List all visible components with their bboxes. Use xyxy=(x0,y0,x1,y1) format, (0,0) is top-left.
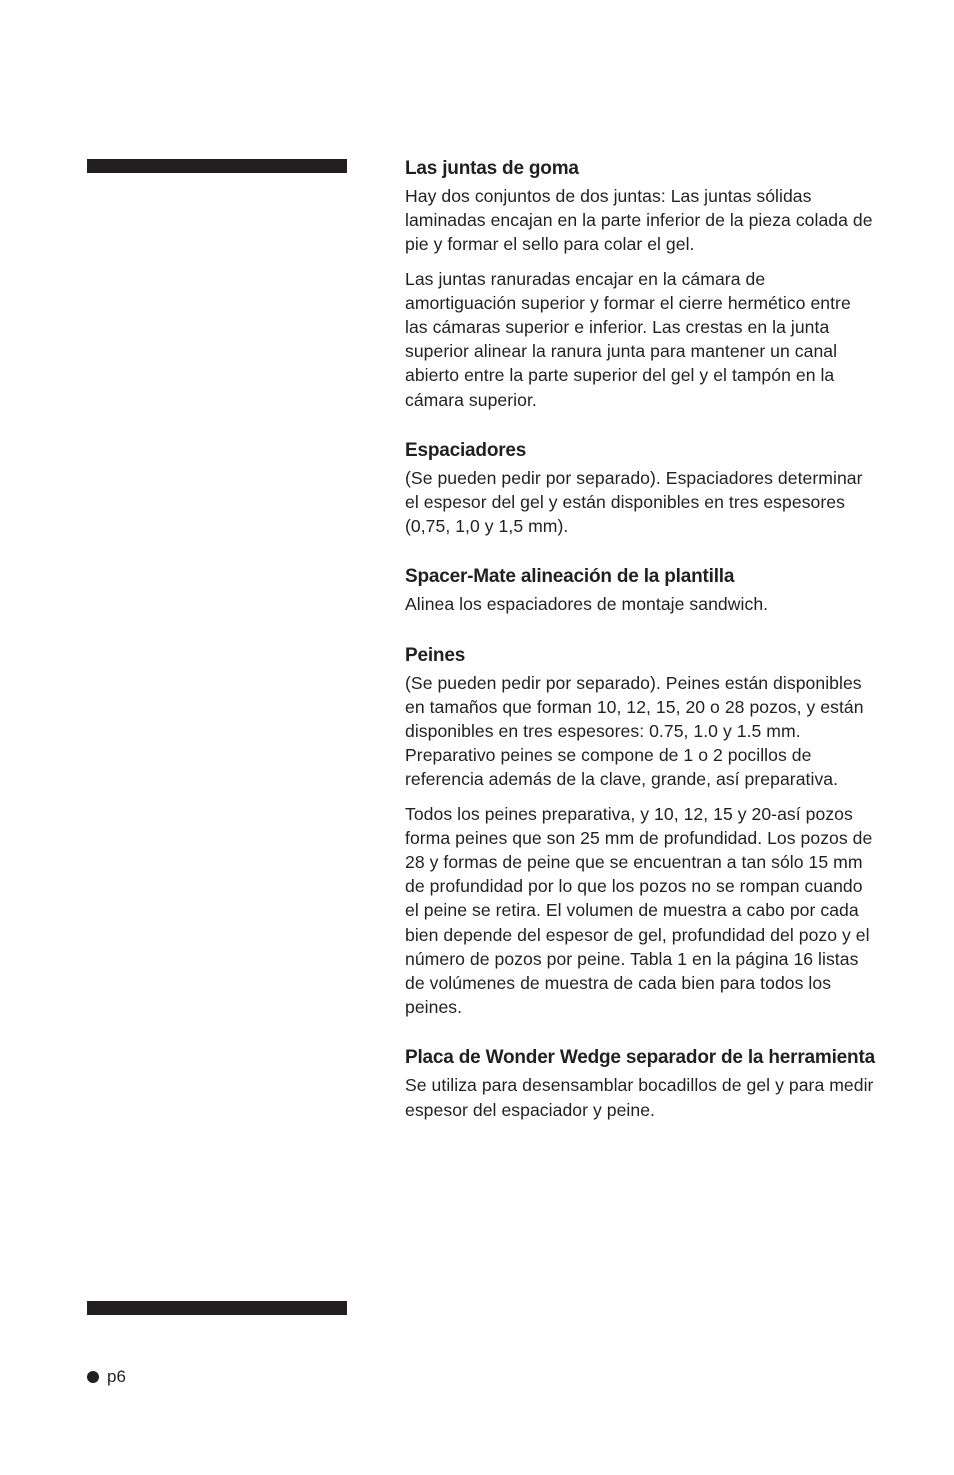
page-footer xyxy=(87,1366,126,1388)
bullet-icon xyxy=(87,1371,99,1383)
section-heading: Spacer-Mate alineación de la plantilla xyxy=(405,566,735,588)
section-heading: Placa de Wonder Wedge separador de la herramienta xyxy=(405,1047,875,1069)
top-divider-bar xyxy=(87,159,347,173)
section-heading: Espaciadores xyxy=(405,439,527,461)
page-number: p6 xyxy=(107,1367,126,1386)
main-content xyxy=(405,154,875,1146)
bottom-divider-bar xyxy=(87,1301,347,1315)
section-paragraph: (Se pueden pedir por separado). Espaciadores determinar el espesor del gel y están disponibles en tres espesores (0,75, 1,0 y 1,5 mm). xyxy=(405,467,863,537)
section-spacer-mate xyxy=(405,562,875,616)
section-juntas xyxy=(405,154,875,412)
section-paragraph: Las juntas ranuradas encajar en la cámara de amortiguación superior y formar el cierre hermético entre las cámaras superior e inferior. Las crestas en la junta superior alinear la ranura junta para mantener un canal abierto entre la parte superior del gel y el tampón en la cámara superior. xyxy=(405,268,851,410)
section-paragraph: Alinea los espaciadores de montaje sandwich. xyxy=(405,594,769,615)
section-paragraph: (Se pueden pedir por separado). Peines están disponibles en tamaños que forman 10, 12, 15, 20 o 28 pozos, y están disponibles en tres espesores: 0.75, 1.0 y 1.5 mm. Preparativo peines se compone de 1 o 2 pocillos de referencia además de la clave, grande, así preparativa. xyxy=(405,672,864,790)
section-paragraph: Todos los peines preparativa, y 10, 12, 15 y 20-así pozos forma peines que son 25 mm de profundidad. Los pozos de 28 y formas de peine que se encuentran a tan sólo 15 mm de profundidad por lo que los pozos no se rompan cuando el peine se retira. El volumen de muestra a cabo por cada bien depende del espesor de gel, profundidad del pozo y el número de pozos por peine. Tabla 1 en la página 16 listas de volúmenes de muestra de cada bien para todos los peines. xyxy=(405,803,873,1018)
section-heading: Peines xyxy=(405,644,466,666)
section-peines xyxy=(405,641,875,1020)
section-espaciadores xyxy=(405,436,875,539)
section-paragraph: Se utiliza para desensamblar bocadillos de gel y para medir espesor del espaciador y peine. xyxy=(405,1075,874,1120)
section-heading: Las juntas de goma xyxy=(405,158,579,179)
section-paragraph: Hay dos conjuntos de dos juntas: Las juntas sólidas laminadas encajan en la parte inferior de la pieza colada de pie y formar el sello para colar el gel. xyxy=(405,186,873,255)
section-wonder-wedge xyxy=(405,1043,875,1121)
